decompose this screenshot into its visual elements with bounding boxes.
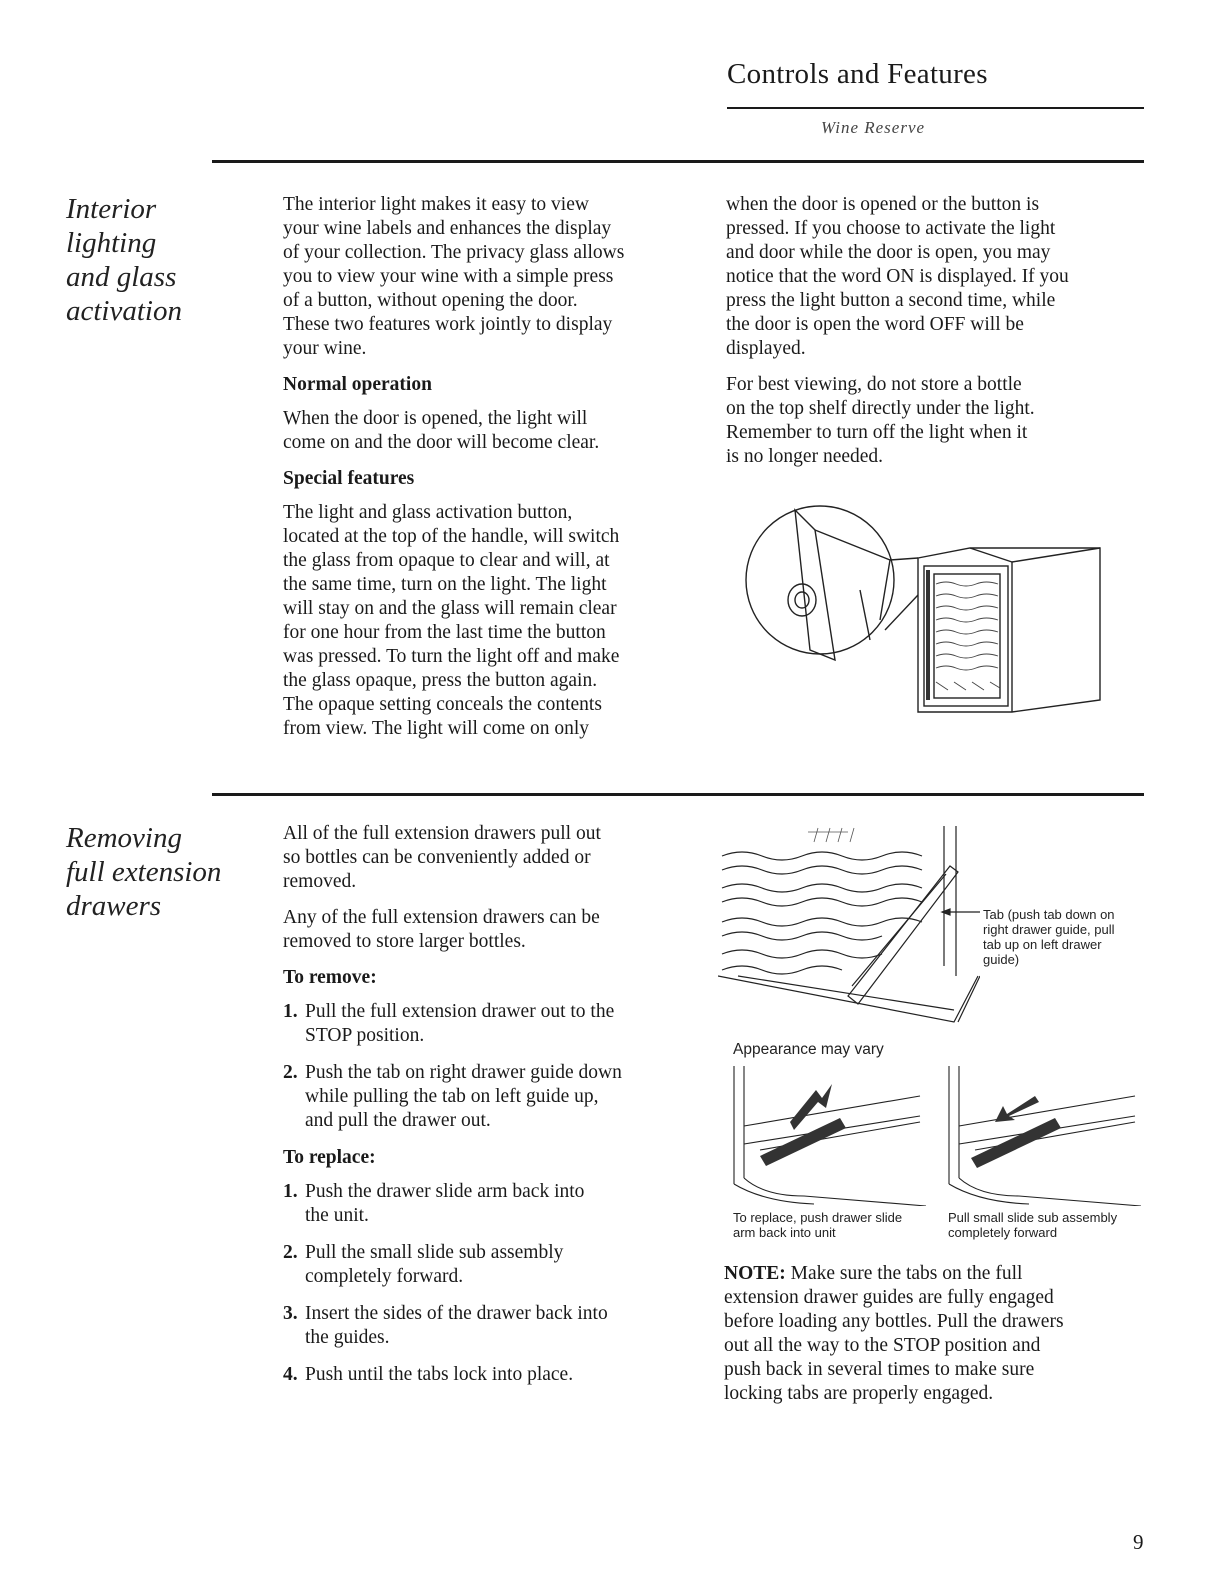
list-item: 2. Push the tab on right drawer guide down while pulling the tab on left guide up, and pull the drawer out. bbox=[283, 1062, 622, 1131]
note-paragraph: NOTE: Make sure the tabs on the full extension drawer guides are fully engaged before loading any bottles. Pull the drawers out all the way to the STOP position and push back in several times to make sure locking tabs are properly engaged. bbox=[724, 1263, 1064, 1404]
page-header-subtitle: Wine Reserve bbox=[821, 118, 926, 137]
best-viewing-paragraph: For best viewing, do not store a bottle on the top shelf directly under the light. Remember to turn off the light when it is no longer needed. bbox=[726, 374, 1035, 467]
section-heading-removing-drawers: Removing full extension drawers bbox=[66, 822, 222, 922]
wine-cooler-illustration bbox=[740, 500, 1110, 730]
list-item: 4. Push until the tabs lock into place. bbox=[283, 1364, 574, 1385]
section-divider-2 bbox=[212, 793, 1144, 796]
section-divider-1 bbox=[212, 160, 1144, 163]
replace-steps-list bbox=[283, 1180, 703, 1387]
section-heading-interior-lighting: Interior lighting and glass activation bbox=[66, 193, 182, 327]
to-replace-heading: To replace: bbox=[283, 1147, 376, 1168]
section2-left-column bbox=[283, 822, 703, 1400]
light-button-paragraph: when the door is opened or the button is pressed. If you choose to activate the light and door while the door is open, you may notice that the word ON is displayed. If you press the light button a second time, while the door is open the word OFF will be displayed. bbox=[726, 194, 1069, 359]
intro-paragraph: The interior light makes it easy to view your wine labels and enhances the display of your collection. The privacy glass allows you to view your wine with a simple press of a button, without opening the door. These two features work jointly to display your wine. bbox=[283, 194, 625, 359]
slide-sub-assembly-illustration-right bbox=[945, 1066, 1145, 1206]
list-item: 1. Pull the full extension drawer out to the STOP position. bbox=[283, 1001, 615, 1046]
section1-left-column bbox=[283, 193, 703, 753]
drawers-remove-note-paragraph: Any of the full extension drawers can be removed to store larger bottles. bbox=[283, 907, 600, 952]
section1-right-column bbox=[726, 193, 1156, 481]
caption-left: To replace, push drawer slide arm back into unit bbox=[733, 1210, 903, 1240]
normal-operation-heading: Normal operation bbox=[283, 374, 432, 395]
page-header-title: Controls and Features bbox=[727, 58, 988, 90]
appearance-caption: Appearance may vary bbox=[733, 1041, 884, 1058]
normal-operation-paragraph: When the door is opened, the light will come on and the door will become clear. bbox=[283, 408, 600, 453]
list-item: 1. Push the drawer slide arm back into the unit. bbox=[283, 1181, 585, 1226]
tab-callout: Tab (push tab down on right drawer guide, pull tab up on left drawer guide) bbox=[983, 907, 1115, 967]
drawer-illustration bbox=[718, 826, 980, 1026]
special-features-paragraph: The light and glass activation button, located at the top of the handle, will switch the glass from opaque to clear and will, at the same time, turn on the light. The light will stay on and the glass will remain clear for one hour from the last time the button was pressed. To turn the light off and make the glass opaque, press the button again. The opaque setting conceals the contents from view. The light will come on only bbox=[283, 502, 620, 739]
caption-right: Pull small slide sub assembly completely forward bbox=[948, 1210, 1118, 1240]
page-number: 9 bbox=[1133, 1530, 1144, 1554]
slide-arm-illustration-left bbox=[730, 1066, 930, 1206]
header-rule bbox=[727, 107, 1144, 109]
list-item: 2. Pull the small slide sub assembly completely forward. bbox=[283, 1242, 564, 1287]
special-features-heading: Special features bbox=[283, 468, 415, 489]
remove-steps-list bbox=[283, 1000, 703, 1133]
note-label: NOTE: bbox=[724, 1263, 786, 1284]
to-remove-heading: To remove: bbox=[283, 967, 377, 988]
drawers-intro-paragraph: All of the full extension drawers pull out so bottles can be conveniently added or removed. bbox=[283, 823, 601, 892]
list-item: 3. Insert the sides of the drawer back into the guides. bbox=[283, 1303, 608, 1348]
